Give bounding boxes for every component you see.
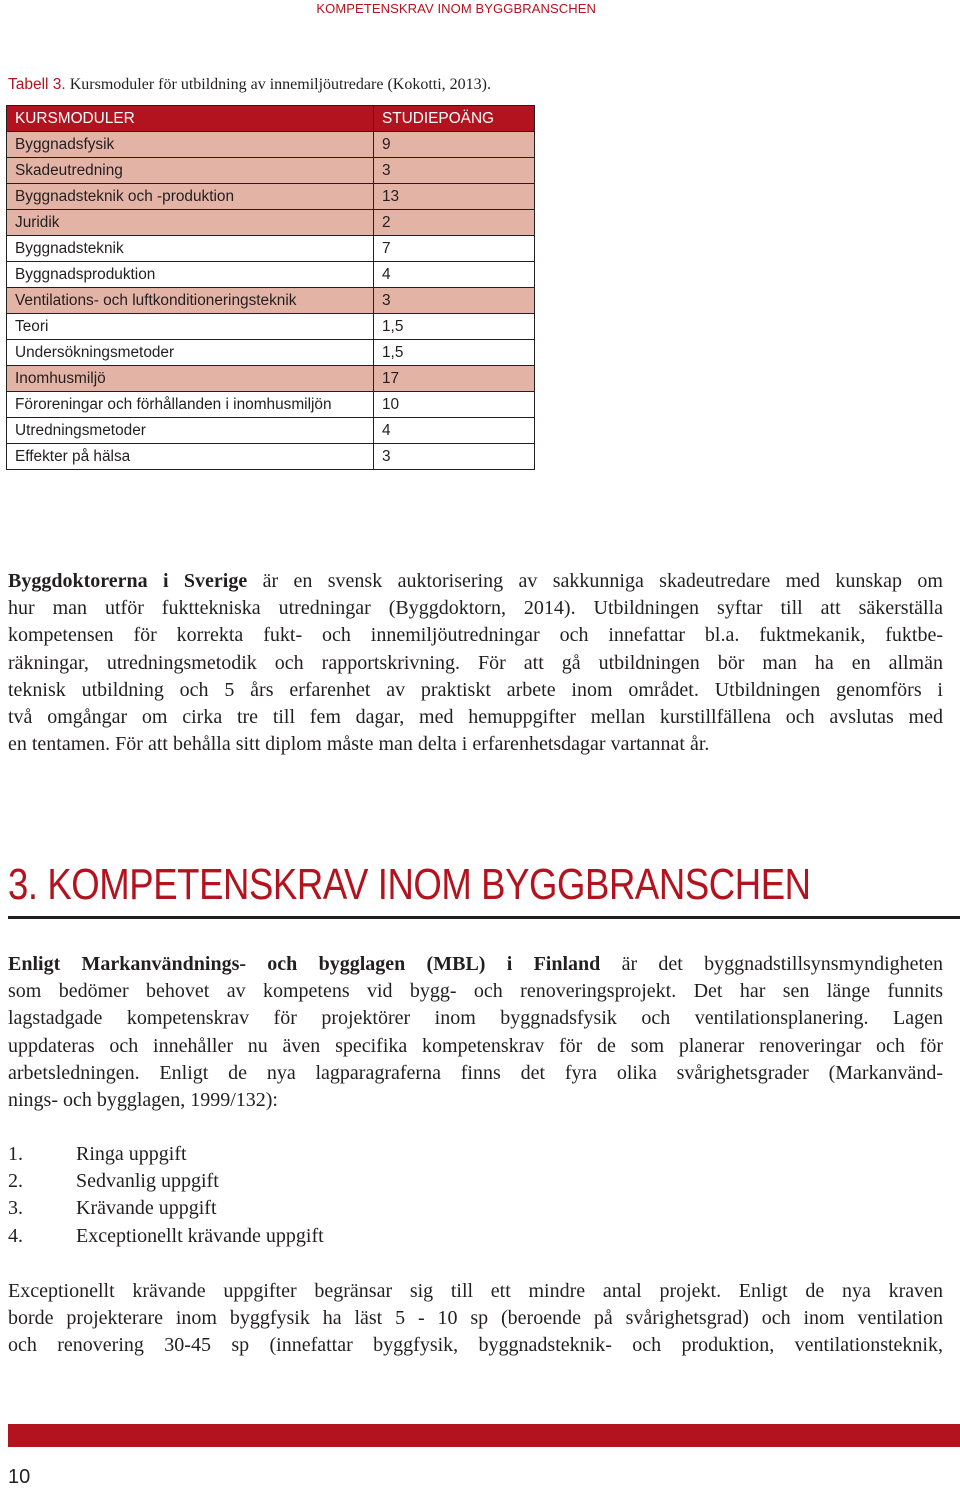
running-header: KOMPETENSKRAV INOM BYGGBRANSCHEN: [316, 1, 596, 16]
list-item: [8, 1223, 324, 1250]
module-cell: Utredningsmetoder: [7, 418, 374, 444]
section-title: 3. KOMPETENSKRAV INOM BYGGBRANSCHEN: [8, 860, 811, 909]
paragraph-line: kompetensen för korrekta fukt- och innemiljöutredningar och innefattar bl.a. fuktmekanik, fuktbe-: [8, 624, 943, 647]
table-row: [7, 158, 535, 184]
credits-cell: 1,5: [374, 314, 535, 340]
table-row: [7, 288, 535, 314]
course-modules-table: [6, 105, 535, 470]
module-cell: Föroreningar och förhållanden i inomhusmiljön: [7, 392, 374, 418]
table-caption-label: Tabell 3.: [8, 76, 66, 93]
paragraph-line: arbetsledningen. Enligt de nya lagparagraferna finns det fyra olika svårighetsgrader (Markanvänd-: [8, 1061, 943, 1084]
paragraph-line: uppdateras och innehåller nu även specifika kompetenskrav för de som planerar renoveringar och för: [8, 1034, 943, 1057]
paragraph-line: två omgångar om cirka tre till fem dagar, med hemuppgifter mellan kurstillfällena och avslutas med: [8, 706, 943, 729]
module-cell: Undersökningsmetoder: [7, 340, 374, 366]
module-cell: Teori: [7, 314, 374, 340]
paragraph-exceptional: [8, 1278, 943, 1360]
module-cell: Effekter på hälsa: [7, 444, 374, 470]
paragraph-line: en tentamen. För att behålla sitt diplom måste man delta i erfarenhetsdagar vartannat år.: [8, 733, 710, 756]
credits-cell: 1,5: [374, 340, 535, 366]
paragraph-line: teknisk utbildning och 5 års erfarenhet av praktiskt arbete inom området. Utbildningen genomförs i: [8, 678, 943, 701]
list-number: 4.: [8, 1224, 23, 1247]
module-cell: Juridik: [7, 210, 374, 236]
section-title-rule: [8, 916, 960, 919]
table-row: [7, 444, 535, 470]
table-row: [7, 184, 535, 210]
column-header-modules: KURSMODULER: [7, 106, 374, 132]
list-number: 2.: [8, 1170, 23, 1193]
list-item: [8, 1195, 324, 1222]
paragraph-line: Exceptionellt krävande uppgifter begränsar sig till ett mindre antal projekt. Enligt de nya kraven: [8, 1280, 943, 1302]
list-text: Sedvanlig uppgift: [76, 1170, 219, 1193]
table-row: [7, 210, 535, 236]
paragraph-line: lagstadgade kompetenskrav för projektörer inom byggnadsfysik och ventilationsplanering. Lagen: [8, 1007, 943, 1030]
table-row: [7, 418, 535, 444]
bold-lead: Enligt Markanvändnings- och bygglagen (MBL) i Finland: [8, 953, 601, 975]
table-row: [7, 262, 535, 288]
bold-lead: Byggdoktorerna i Sverige: [8, 570, 248, 592]
credits-cell: 13: [374, 184, 535, 210]
list-item: [8, 1168, 324, 1195]
module-cell: Byggnadsteknik: [7, 236, 374, 262]
credits-cell: 3: [374, 444, 535, 470]
module-cell: Byggnadsproduktion: [7, 262, 374, 288]
paragraph-byggdoktorerna: [8, 568, 943, 758]
credits-cell: 17: [374, 366, 535, 392]
table-row: [7, 314, 535, 340]
paragraph-line: nings- och bygglagen, 1999/132):: [8, 1089, 278, 1112]
footer-bar: [8, 1424, 960, 1447]
module-cell: Byggnadsteknik och -produktion: [7, 184, 374, 210]
paragraph-line: och renovering 30-45 sp (innefattar byggfysik, byggnadsteknik- och produktion, ventilationsteknik,: [8, 1334, 943, 1357]
module-cell: Inomhusmiljö: [7, 366, 374, 392]
list-item: [8, 1141, 324, 1168]
paragraph-line: borde projekterare inom byggfysik ha läst 5 - 10 sp (beroende på svårighetsgrad) och inom ventilation: [8, 1307, 943, 1330]
paragraph-line: som bedömer behovet av kompetens vid bygg- och renoveringsprojekt. Det har sen länge funnits: [8, 980, 943, 1003]
module-cell: Skadeutredning: [7, 158, 374, 184]
list-number: 3.: [8, 1197, 23, 1220]
module-cell: Byggnadsfysik: [7, 132, 374, 158]
line-text: är det byggnadstillsynsmyndigheten: [600, 953, 943, 975]
paragraph-line: [8, 951, 943, 978]
list-number: 1.: [8, 1143, 23, 1165]
list-text: Krävande uppgift: [76, 1197, 217, 1220]
credits-cell: 3: [374, 288, 535, 314]
table-row: [7, 392, 535, 418]
table-caption: [8, 76, 491, 94]
credits-cell: 3: [374, 158, 535, 184]
page-number: 10: [8, 1466, 31, 1488]
table-row: [7, 366, 535, 392]
table-row: [7, 236, 535, 262]
module-cell: Ventilations- och luftkonditioneringsteknik: [7, 288, 374, 314]
credits-cell: 7: [374, 236, 535, 262]
table-caption-text: Kursmoduler för utbildning av innemiljöutredare (Kokotti, 2013).: [65, 76, 491, 93]
table-header-row: [7, 106, 535, 132]
difficulty-levels-list: [8, 1141, 324, 1250]
paragraph-line: [8, 568, 943, 595]
credits-cell: 9: [374, 132, 535, 158]
paragraph-line: hur man utför fukttekniska utredningar (Byggdoktorn, 2014). Utbildningen syftar till att säkerställa: [8, 597, 943, 620]
column-header-credits: STUDIEPOÄNG: [374, 106, 535, 132]
table-row: [7, 132, 535, 158]
list-text: Exceptionellt krävande uppgift: [76, 1224, 324, 1247]
credits-cell: 4: [374, 418, 535, 444]
credits-cell: 10: [374, 392, 535, 418]
credits-cell: 2: [374, 210, 535, 236]
line-text: är en svensk auktorisering av sakkunniga skadeutredare med kunskap om: [247, 570, 943, 592]
paragraph-mbl: [8, 951, 943, 1114]
paragraph-line: räkningar, utredningsmetodik och rapportskrivning. För att gå utbildningen bör man ha en allmän: [8, 651, 943, 674]
table-row: [7, 340, 535, 366]
credits-cell: 4: [374, 262, 535, 288]
list-text: Ringa uppgift: [76, 1143, 187, 1165]
